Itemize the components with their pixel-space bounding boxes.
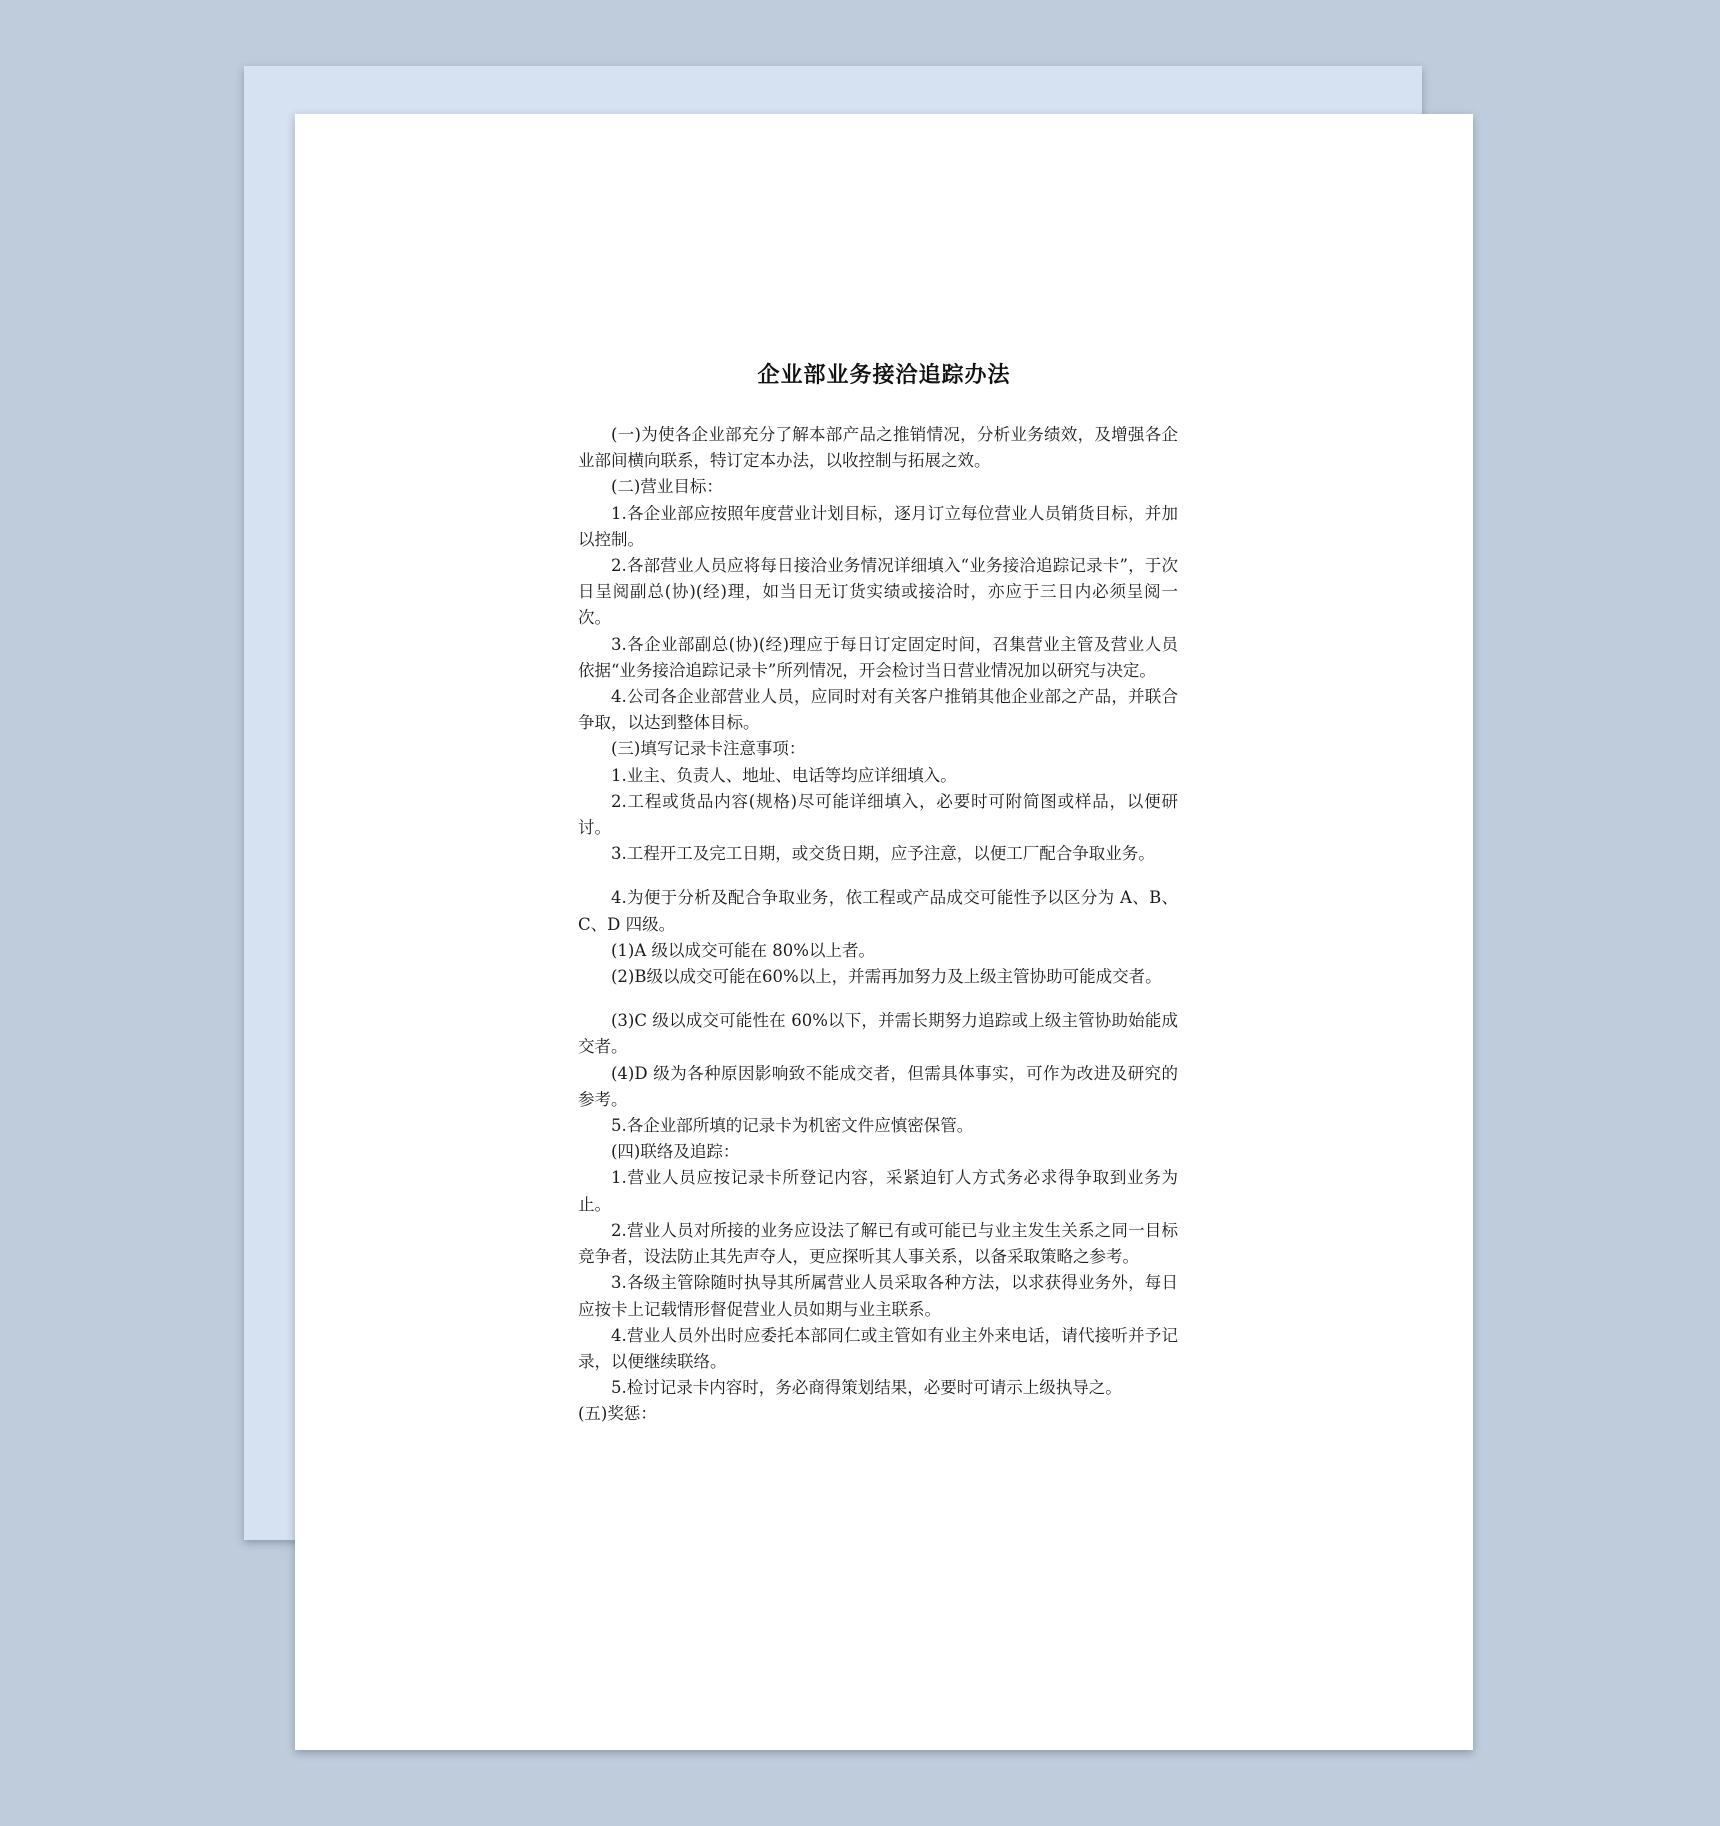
paragraph: 4.为便于分析及配合争取业务，依工程或产品成交可能性予以区分为 A、B、C、D 四级。 (578, 888, 1178, 934)
paragraph: 1.营业人员应按记录卡所登记内容，采紧迫钉人方式务必求得争取到业务为止。 (578, 1168, 1178, 1214)
paragraph: 4.公司各企业部营业人员，应同时对有关客户推销其他企业部之产品，并联合争取，以达到整体目标。 (578, 687, 1178, 733)
paragraph: 3.各级主管除随时执导其所属营业人员采取各种方法，以求获得业务外，每日应按卡上记载情形督促营业人员如期与业主联系。 (578, 1273, 1178, 1319)
section-heading: (二)营业目标： (611, 477, 723, 497)
paragraph: 3.工程开工及完工日期，或交货日期，应予注意，以便工厂配合争取业务。 (611, 844, 1155, 864)
paragraph: 2.各部营业人员应将每日接洽业务情况详细填入“业务接洽追踪记录卡”，于次日呈阅副总(协)(经)理，如当日无订货实绩或接洽时，亦应于三日内必须呈阅一次。 (578, 556, 1178, 628)
document-title: 企业部业务接洽追踪办法 (757, 362, 1011, 388)
paragraph: 1.各企业部应按照年度营业计划目标，逐月订立每位营业人员销货目标，并加以控制。 (578, 503, 1178, 549)
paragraph: 5.检讨记录卡内容时，务必商得策划结果，必要时可请示上级执导之。 (611, 1378, 1122, 1398)
section-heading: (三)填写记录卡注意事项： (611, 739, 806, 759)
paragraph: 4.营业人员外出时应委托本部同仁或主管如有业主外来电话，请代接听并予记录，以便继续联络。 (578, 1325, 1178, 1371)
paragraph: (4)D 级为各种原因影响致不能成交者，但需具体事实，可作为改进及研究的参考。 (578, 1063, 1178, 1109)
document-page (295, 114, 1473, 1750)
paragraph: 3.各企业部副总(协)(经)理应于每日订定固定时间，召集营业主管及营业人员依据“业务接洽追踪记录卡”所列情况，开会检讨当日营业情况加以研究与决定。 (578, 634, 1178, 680)
paragraph: (1)A 级以成交可能在 80%以上者。 (611, 940, 875, 960)
section-heading: (四)联络及追踪： (611, 1142, 740, 1162)
paragraph: (一)为使各企业部充分了解本部产品之推销情况，分析业务绩效，及增强各企业部间横向联系，特订定本办法，以收控制与拓展之效。 (578, 425, 1178, 471)
paragraph: 2.营业人员对所接的业务应设法了解已有或可能已与业主发生关系之同一目标竞争者，设法防止其先声夺人，更应探听其人事关系，以备采取策略之参考。 (578, 1220, 1178, 1267)
paragraph: 2.工程或货品内容(规格)尽可能详细填入，必要时可附简图或样品，以便研讨。 (578, 791, 1178, 838)
paragraph: 5.各企业部所填的记录卡为机密文件应慎密保管。 (611, 1116, 974, 1136)
section-heading: (五)奖惩： (578, 1404, 657, 1424)
paragraph: (2)B级以成交可能在60%以上，并需再加努力及上级主管协助可能成交者。 (611, 967, 1162, 987)
document-body (578, 422, 1178, 1428)
paragraph: 1.业主、负责人、地址、电话等均应详细填入。 (611, 765, 957, 785)
paragraph: (3)C 级以成交可能性在 60%以下，并需长期努力追踪或上级主管协助始能成交者。 (578, 1011, 1178, 1057)
